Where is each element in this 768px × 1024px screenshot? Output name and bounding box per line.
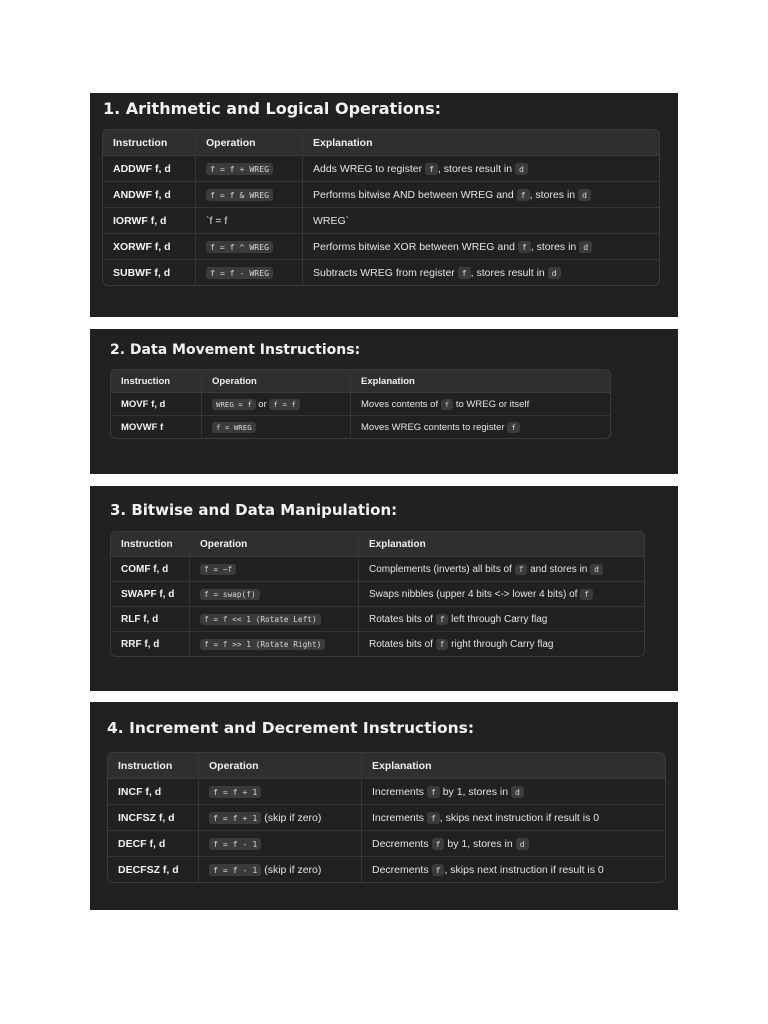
- cell-text: by 1, stores in: [444, 837, 516, 850]
- operation-cell: [195, 156, 302, 182]
- inline-code: d: [511, 786, 524, 798]
- explanation-cell: [302, 234, 659, 260]
- inline-code: f = f + WREG: [206, 163, 273, 175]
- explanation-cell: [358, 582, 644, 607]
- cell-text: Moves WREG contents to register: [361, 421, 508, 433]
- explanation-cell: [361, 831, 665, 857]
- operation-cell: [189, 607, 358, 632]
- cell-text: , stores result in: [470, 266, 548, 279]
- inline-code: f: [427, 786, 440, 798]
- explanation-cell: [361, 779, 665, 805]
- cell-text: or: [255, 398, 270, 410]
- inline-code: f = f - WREG: [206, 267, 273, 279]
- explanation-cell: [302, 182, 659, 208]
- header-explanation: Explanation: [358, 532, 644, 557]
- cell-text: Performs bitwise XOR between WREG and: [313, 240, 518, 253]
- table-row: [108, 857, 665, 882]
- header-operation: Operation: [195, 130, 302, 156]
- instruction-cell: DECF f, d: [108, 831, 198, 857]
- instruction-table: [102, 129, 660, 286]
- operation-cell: [201, 416, 350, 438]
- instruction-cell: INCF f, d: [108, 779, 198, 805]
- table-row: [103, 260, 659, 285]
- cell-text: (skip if zero): [261, 863, 322, 876]
- instruction-cell: SWAPF f, d: [111, 582, 189, 607]
- inline-code: f: [515, 564, 528, 575]
- explanation-cell: [302, 156, 659, 182]
- instruction-cell: RLF f, d: [111, 607, 189, 632]
- table-row: [103, 234, 659, 260]
- cell-text: Subtracts WREG from register: [313, 266, 458, 279]
- inline-code: f = f - 1: [209, 838, 261, 850]
- inline-code: f = f - 1: [209, 864, 261, 876]
- inline-code: d: [515, 163, 528, 175]
- header-explanation: Explanation: [350, 370, 610, 393]
- operation-cell: [189, 557, 358, 582]
- section-title: 4. Increment and Decrement Instructions:: [107, 719, 475, 737]
- instruction-cell: MOVF f, d: [111, 393, 201, 416]
- table-row: [111, 607, 644, 632]
- operation-cell: [195, 234, 302, 260]
- inline-code: f: [436, 639, 449, 650]
- operation-cell: [189, 632, 358, 656]
- table-row: [111, 416, 610, 438]
- inline-code: f = f << 1 (Rotate Left): [200, 614, 321, 625]
- header-operation: Operation: [189, 532, 358, 557]
- inline-code: f = ~f: [200, 564, 236, 575]
- header-instruction: Instruction: [108, 753, 198, 779]
- cell-text: Complements (inverts) all bits of: [369, 563, 515, 575]
- instruction-cell: ADDWF f, d: [103, 156, 195, 182]
- header-instruction: Instruction: [111, 532, 189, 557]
- inline-code: f: [458, 267, 471, 279]
- cell-text: Rotates bits of: [369, 638, 436, 650]
- inline-code: f: [441, 399, 453, 410]
- explanation-cell: [358, 557, 644, 582]
- explanation-cell: [358, 607, 644, 632]
- inline-code: f = WREG: [212, 422, 256, 433]
- cell-text: to WREG or itself: [453, 398, 530, 410]
- inline-code: f = f & WREG: [206, 189, 273, 201]
- cell-text: Performs bitwise AND between WREG and: [313, 188, 517, 201]
- instruction-table: [110, 369, 611, 439]
- cell-text: Decrements: [372, 863, 432, 876]
- table-row: [103, 182, 659, 208]
- operation-cell: [195, 208, 302, 234]
- instruction-cell: INCFSZ f, d: [108, 805, 198, 831]
- inline-code: f = swap(f): [200, 589, 260, 600]
- section-title: 1. Arithmetic and Logical Operations:: [103, 99, 441, 118]
- cell-text: `f = f: [206, 214, 228, 227]
- section-arithmetic-logical: [90, 93, 678, 317]
- table-row: [103, 156, 659, 182]
- table-header-row: [103, 130, 659, 156]
- section-increment-decrement: [90, 702, 678, 910]
- operation-cell: [195, 182, 302, 208]
- inline-code: f: [507, 422, 519, 433]
- section-data-movement: [90, 329, 678, 474]
- cell-text: and stores in: [527, 563, 591, 575]
- inline-code: d: [548, 267, 561, 279]
- cell-text: Swaps nibbles (upper 4 bits <-> lower 4 bits) of: [369, 588, 581, 600]
- table-row: [108, 779, 665, 805]
- instruction-table: [107, 752, 666, 883]
- operation-cell: [198, 779, 361, 805]
- explanation-cell: [361, 805, 665, 831]
- inline-code: d: [516, 838, 529, 850]
- cell-text: Moves contents of: [361, 398, 441, 410]
- instruction-cell: SUBWF f, d: [113, 266, 171, 279]
- table-row: [111, 632, 644, 656]
- cell-text: left through Carry flag: [448, 613, 548, 625]
- table-row: [103, 208, 659, 234]
- inline-code: d: [579, 241, 592, 253]
- cell-text: , stores result in: [437, 162, 515, 175]
- section-title: 3. Bitwise and Data Manipulation:: [110, 501, 398, 519]
- instruction-cell: IORWF f, d: [103, 208, 195, 234]
- instruction-cell: COMF f, d: [111, 557, 189, 582]
- explanation-cell: [350, 393, 610, 416]
- table-header-row: [108, 753, 665, 779]
- inline-code: f: [518, 241, 531, 253]
- explanation-cell: [350, 416, 610, 438]
- operation-cell: [201, 393, 350, 416]
- cell-text: Adds WREG to register: [313, 162, 426, 175]
- cell-text: right through Carry flag: [448, 638, 554, 650]
- header-instruction: Instruction: [111, 370, 201, 393]
- instruction-cell: ANDWF f, d: [103, 182, 195, 208]
- inline-code: f = f + 1: [209, 812, 261, 824]
- table-header-row: [111, 370, 610, 393]
- cell-text: Increments: [372, 811, 427, 824]
- inline-code: f: [425, 163, 438, 175]
- inline-code: WREG = f: [212, 399, 256, 410]
- inline-code: d: [578, 189, 591, 201]
- cell-text: (skip if zero): [261, 811, 322, 824]
- inline-code: f: [432, 838, 445, 850]
- operation-cell: [195, 260, 302, 285]
- table-row: [108, 831, 665, 857]
- inline-code: f: [427, 812, 440, 824]
- operation-cell: [198, 831, 361, 857]
- inline-code: f = f + 1: [209, 786, 261, 798]
- section-bitwise-manipulation: [90, 486, 678, 691]
- inline-code: f = f ^ WREG: [206, 241, 273, 253]
- table-row: [111, 557, 644, 582]
- table-row: [111, 582, 644, 607]
- inline-code: d: [590, 564, 603, 575]
- header-instruction: Instruction: [103, 130, 195, 156]
- cell-text: , skips next instruction if result is 0: [444, 863, 604, 876]
- cell-text: Rotates bits of: [369, 613, 436, 625]
- inline-code: f = f: [269, 399, 299, 410]
- instruction-cell: DECFSZ f, d: [118, 863, 179, 876]
- operation-cell: [189, 582, 358, 607]
- inline-code: f: [436, 614, 449, 625]
- cell-text: , skips next instruction if result is 0: [439, 811, 600, 824]
- operation-cell: [198, 805, 361, 831]
- explanation-cell: [361, 857, 665, 882]
- operation-cell: [198, 857, 361, 882]
- explanation-cell: [302, 260, 659, 285]
- header-explanation: Explanation: [361, 753, 665, 779]
- instruction-cell: XORWF f, d: [103, 234, 195, 260]
- explanation-cell: [358, 632, 644, 656]
- instruction-cell: MOVWF f: [121, 421, 164, 433]
- header-operation: Operation: [201, 370, 350, 393]
- cell-text: Increments: [372, 785, 427, 798]
- instruction-cell: RRF f, d: [121, 638, 160, 650]
- instruction-table: [110, 531, 645, 657]
- cell-text: , stores in: [530, 240, 580, 253]
- cell-text: , stores in: [529, 188, 579, 201]
- header-operation: Operation: [198, 753, 361, 779]
- cell-text: WREG`: [313, 214, 350, 227]
- header-explanation: Explanation: [302, 130, 659, 156]
- table-row: [111, 393, 610, 416]
- inline-code: f: [580, 589, 593, 600]
- section-title: 2. Data Movement Instructions:: [110, 342, 361, 358]
- table-row: [108, 805, 665, 831]
- inline-code: f = f >> 1 (Rotate Right): [200, 639, 325, 650]
- inline-code: f: [517, 189, 530, 201]
- explanation-cell: [302, 208, 659, 234]
- cell-text: by 1, stores in: [439, 785, 511, 798]
- inline-code: f: [432, 864, 445, 876]
- table-header-row: [111, 532, 644, 557]
- cell-text: Decrements: [372, 837, 432, 850]
